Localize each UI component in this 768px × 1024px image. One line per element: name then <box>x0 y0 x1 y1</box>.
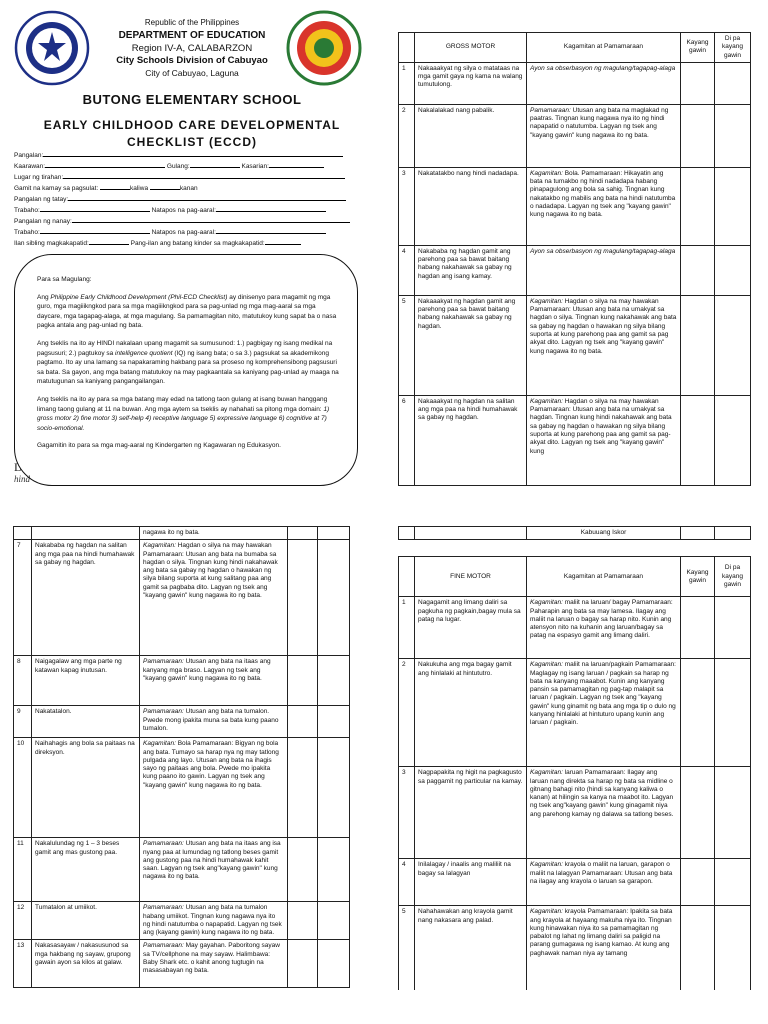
procedure-text: Hagdan o silya na may hawakan Pamamaraan: Utusan ang bata na umakyat sa hagdan. Tingnan kung hindi nakahawak ang bata sa gabay ng hagdan o hawakan ng silya bilang suporta at kung parehong paa ang gamit sa pag-akyat dito. Lagyan ng tsek ang "kayang gawin" kung <box>530 397 672 455</box>
materials-procedure <box>527 859 681 906</box>
item-number: 8 <box>14 656 32 706</box>
table-row <box>399 597 751 659</box>
trabaho1-field[interactable] <box>40 205 150 212</box>
fine-motor-rows <box>399 597 751 990</box>
procedure-text: Hagdan o silya na may hawakan Pamamaraan: Utusan ang bata na bumaba sa hagdan o silya. Tingnan kung hindi nakahawak ang bata sa gabay ng hagdan o hawakan ng silya bilang suporta at kung salitang paa ang gamit sa pagbaba dito. Lagyan ng tsek ang "kayang gawin" kung nagawa ito ng bata. <box>143 542 278 600</box>
continued-text: nagawa ito ng bata. <box>140 527 288 540</box>
pangilan-field[interactable] <box>265 238 301 245</box>
table-row <box>399 906 751 990</box>
gross-motor-cont-rows <box>14 527 350 988</box>
form-tatay: Pangalan ng tatay: <box>14 194 346 203</box>
gulang-field[interactable] <box>190 161 240 168</box>
di-pa-kayang-cell[interactable] <box>318 706 350 738</box>
item-number: 7 <box>14 540 32 656</box>
item-number: 10 <box>14 738 32 838</box>
table-row <box>399 167 751 245</box>
di-pa-kayang-cell[interactable] <box>715 245 751 295</box>
di-pa-kayang-cell[interactable] <box>715 295 751 395</box>
di-pa-kayang-cell[interactable] <box>715 395 751 485</box>
procedure-text: maliit na laruan/ bagay Pamamaraan: Paharapin ang bata sa may lamesa. Ilagay ang maliit na laruan o bagay sa harap nito. Kunin ang atensyon nito na kuhanin ang laruan/bagay sa patag na espasyo gamit ang limang daliri. <box>530 599 673 640</box>
notice-paragraph-1: Ang Philippine Early Childhood Development (Phil-ECD Checklist) ay dinisenyo para magamit ng mga guro, mga magiiikngkod para sa mga magiiikngkod para sa pag-unlad ng mga mag-aaral sa mga daycare, mga tagapag-alaga, at mga magulang. Sa pamamagitan nito, matutukoy kung sapat ba o nasa pagka antala ang pag-unlad ng bata. <box>37 293 337 330</box>
procedure-label: Pamamaraan: <box>143 942 184 950</box>
kayang-gawin-cell[interactable] <box>288 540 318 656</box>
notice-paragraph-4: Gagamitin ito para sa mga mag-aaral ng Kindergarten ng Kagawaran ng Edukasyon. <box>37 442 281 450</box>
skill-description: Nahahawakan ang krayola gamit nang nakasara ang palad. <box>415 906 527 990</box>
table-row <box>399 767 751 859</box>
form-trabaho1: Trabaho: Natapos na pag-aaral: <box>14 205 326 214</box>
kayang-gawin-cell[interactable] <box>681 767 715 859</box>
table-row <box>14 706 350 738</box>
procedure-label: Kagamitan: <box>143 542 176 550</box>
table-header <box>399 557 751 597</box>
parent-notice-box <box>14 254 358 486</box>
skill-description: Nakaaakyat ng silya o matataas na mga gamit gaya ng kama na walang tumutulong. <box>415 62 527 104</box>
score-dipa-cell[interactable] <box>715 527 751 540</box>
tatay-field[interactable] <box>68 194 346 201</box>
materials-procedure <box>527 395 681 485</box>
col-di-pa-kayang: Di pa kayang gawin <box>715 33 751 63</box>
di-pa-kayang-cell[interactable] <box>715 767 751 859</box>
col-fine-motor: FINE MOTOR <box>415 557 527 597</box>
skill-description: Nagagamit ang limang daliri sa pagkuha ng pagkain,bagay mula sa patag na lugar. <box>415 597 527 659</box>
materials-procedure <box>527 906 681 990</box>
di-pa-kayang-cell[interactable] <box>715 859 751 906</box>
table-row <box>399 659 751 767</box>
materials-procedure <box>527 104 681 167</box>
table-row <box>14 902 350 940</box>
table-row <box>399 245 751 295</box>
di-pa-kayang-cell[interactable] <box>715 659 751 767</box>
table-row <box>14 656 350 706</box>
form-lugar: Lugar ng tirahan: <box>14 172 345 181</box>
lugar-field[interactable] <box>63 172 345 179</box>
procedure-label: Kagamitan: <box>530 908 563 916</box>
item-number: 13 <box>14 940 32 988</box>
procedure-label: Kagamitan: <box>530 769 563 777</box>
kayang-gawin-cell[interactable] <box>681 859 715 906</box>
score-row <box>399 527 751 540</box>
notice-paragraph-3: Ang tseklis na ito ay para sa mga batang may edad na tatlong taon gulang at isang buwan hanggang limang taong gulang at 11 na buwan. Ang mga aytem sa tseklis ay nahahati sa pitong mga domain: 1) gross motor 2) fine motor 3) self-help 4) receptive language 5) expressive language 6) cognitive at 7) socio-emotional. <box>37 395 330 432</box>
skill-description: Nakaaakyat ng hagdan gamit ang parehong paa sa bawat baitang habang nakahawak sa gabay ng hagdan. <box>415 295 527 395</box>
di-pa-kayang-cell[interactable] <box>318 940 350 988</box>
deped-seal-icon <box>14 10 90 86</box>
natapos1-field[interactable] <box>216 205 326 212</box>
city-line: City of Cabuyao, Laguna <box>145 68 239 78</box>
item-number: 6 <box>399 395 415 485</box>
procedure-text: Hagdan o silya na may hawakan Pamamaraan: Utusan ang bata na umakyat sa hagdan o silya. Tingnan kung nakahawak ang bata sa gabay ng hagdan o hawakan ng silya bilang suporta at kung parehong paa ang gamit sa pag akyat dito. Lagyan ng tsek ang "kayang gawin" kung nagawa ito ng bata. <box>530 297 677 355</box>
division-seal-icon <box>286 10 362 86</box>
score-table <box>398 526 751 540</box>
table-row <box>14 838 350 902</box>
procedure-text: Utusan ang bata na tumalon habang umiikot. Tingnan kung nagawa nya ito ng hindi natutumba o napapatid. Lagyan ng tsek ang (kayang gawin) kung nagawa ito ng bata. <box>143 904 282 937</box>
procedure-label: Kagamitan: <box>530 599 563 607</box>
materials-procedure <box>527 659 681 767</box>
item-number: 1 <box>399 62 415 104</box>
procedure-text: Bola. Pamamaraan: Hikayatin ang bata na tumakbo ng hindi nadadapa habang pinapagulong ang bola sa sahig. Tingnan kung nakatakbo ng mabilis ang bata na hindi natutumba o nadadapa. Lagyan ng tsek ang "kayang gawin" kung nagawa ito ng bata. <box>530 169 676 219</box>
kasarian-field[interactable] <box>269 161 324 168</box>
skill-description: Nakalalakad nang pabalik. <box>415 104 527 167</box>
gross-motor-panel <box>398 32 753 489</box>
materials-procedure <box>527 597 681 659</box>
kayang-gawin-cell[interactable] <box>288 738 318 838</box>
procedure-text: krayola Pamamaraan: Ipakita sa bata ang krayola at hayaang makuha niya ito. Tingnan kung hinawakan niya ito sa pamamagitan ng pabalot ng lahat ng limang daliri sa paligid na parang gumagawa ng isang kamao. At kung ang paghawak naman niya ay tamang <box>530 908 673 957</box>
form-pangalan: Pangalan: <box>14 150 343 159</box>
kayang-gawin-cell[interactable] <box>681 167 715 245</box>
pangalan-field[interactable] <box>43 150 343 157</box>
checklist-title: EARLY CHILDHOOD CARE DEVELOPMENTAL CHECKLIST (ECCD) <box>43 118 341 149</box>
table-row <box>399 104 751 167</box>
table-row <box>399 295 751 395</box>
notice-greeting: Para sa Magulang: <box>37 276 92 283</box>
item-number: 3 <box>399 767 415 859</box>
item-number: 9 <box>14 706 32 738</box>
kayang-gawin-cell[interactable] <box>681 245 715 295</box>
procedure-label: Pamamaraan: <box>143 708 184 716</box>
table-row <box>14 527 350 540</box>
skill-description: Nakatatakbo nang hindi nadadapa. <box>415 167 527 245</box>
natapos2-field[interactable] <box>216 227 326 234</box>
procedure-text: Ayon sa obserbasyon ng magulang/tagapag-alaga <box>530 247 676 255</box>
skill-description: Nakababa ng hagdan na salitan ang mga paa na hindi humahawak sa gabay ng hagdan. <box>32 540 140 656</box>
fine-motor-table <box>398 556 751 990</box>
kayang-gawin-cell[interactable] <box>681 295 715 395</box>
procedure-text: May gayahan. Paboritong sayaw sa TV/cellphone na may sayaw. Halimbawa: Baby Shark etc. o kahit anong tugtugin na masasabayan ng bata. <box>143 942 280 975</box>
gross-motor-cont-table <box>13 526 350 988</box>
procedure-label: Kagamitan: <box>530 169 563 177</box>
materials-procedure <box>140 706 288 738</box>
procedure-label: Kagamitan: <box>530 861 563 869</box>
notice-paragraph-2: Ang tseklis na ito ay HINDI nakalaan upang magamit sa sumusunod: 1.) pagbigay ng isang medikal na pagsusuri; 2.) pagtukoy sa intelligence quotient (IQ) ng isang bata; o sa 3.) pagsukat sa akademikong pagtamo. Ito ay una lamang sa napakaraming hakbang para sa proseso ng komprehensibong pagsusuri sa bata. Sa gayon, ang mga batang matutukoy na may pagkaantala sa kaniyang pag-unlad ay maaga na matutugunan sa kaniyang pangangailangan. <box>37 339 339 386</box>
cover-panel <box>0 0 384 505</box>
table-row <box>399 395 751 485</box>
di-pa-kayang-cell[interactable] <box>715 167 751 245</box>
gross-motor-rows <box>399 62 751 485</box>
trabaho2-field[interactable] <box>40 227 150 234</box>
procedure-text: Ayon sa obserbasyon ng magulang/tagapag-alaga <box>530 64 676 72</box>
procedure-text: maliit na laruan/pagkain Pamamaraan: Maglagay ng isang laruan / pagkain sa harap ng bata na kanyang maaabot. Kunin ang kanyang pansin sa pamamagitan ng pag-tap malapit sa laruan / pagkain. Lagyan ng tsek ang "kayang gawin" kung ginamit ng bata ang mga tip o dulo ng kanyang hinlalaki at hintuturo upang kunin ang laruan / pagkain. <box>530 661 676 727</box>
skill-description: Nakatatalon. <box>32 706 140 738</box>
form-nanay: Pangalan ng nanay: <box>14 216 350 225</box>
region-line: Region IV-A, CALABARZON <box>131 43 253 54</box>
kayang-gawin-cell[interactable] <box>681 62 715 104</box>
item-number: 2 <box>399 659 415 767</box>
procedure-text: krayola o maliit na laruan, garapon o maliit na lalagyan Pamamaraan: Utusan ang bata na ilagay ang krayola o laruan sa garapon. <box>530 861 673 885</box>
di-pa-kayang-cell[interactable] <box>318 738 350 838</box>
school-name: BUTONG ELEMENTARY SCHOOL <box>82 92 302 107</box>
score-kaya-cell[interactable] <box>681 527 715 540</box>
kayang-gawin-cell[interactable] <box>681 597 715 659</box>
table-row <box>14 940 350 988</box>
kabuuang-iskor-label: Kabuuang Iskor <box>527 527 681 540</box>
procedure-label: Pamamaraan: <box>530 106 571 114</box>
procedure-text: Utusan ang bata na itaas ang kanyang mga braso. Lagyan ng tsek ang "kayang gawin" kung nagawa ito ng bata. <box>143 658 271 682</box>
item-number: 11 <box>14 838 32 902</box>
procedure-label: Kagamitan: <box>530 661 563 669</box>
division-line: City Schools Division of Cabuyao <box>116 55 268 66</box>
col-gross-motor: GROSS MOTOR <box>415 33 527 63</box>
di-pa-kayang-cell[interactable] <box>715 104 751 167</box>
materials-procedure <box>140 940 288 988</box>
skill-description: Naigagalaw ang mga parte ng katawan kapag inutusan. <box>32 656 140 706</box>
materials-procedure <box>140 902 288 940</box>
procedure-text: Utusan ang bata na itaas ang isa nyang paa at lumundag ng tatlong beses gamit ang gustong paa na hindi humahawak kahit saan. Lagyan ng tsek ang"kayang gawin" kung nagawa ito ng bata. <box>143 840 281 881</box>
item-number: 5 <box>399 295 415 395</box>
skill-description: Inilalagay / inaalis ang maliliit na bagay sa lalagyan <box>415 859 527 906</box>
col-kayang-gawin: Kayang gawin <box>681 33 715 63</box>
skill-description: Nakasasayaw / nakasusunod sa mga hakbang ng sayaw, grupong gawain ayon sa kilos at galaw. <box>32 940 140 988</box>
materials-procedure <box>140 540 288 656</box>
form-gamit: Gamit na kamay sa pagsulat: kaliwa kanan <box>14 185 198 192</box>
procedure-label: Pamamaraan: <box>143 840 184 848</box>
procedure-text: Utusan ang bata na tumalon. Pwede mong ipakita muna sa bata kung paano tumalon. <box>143 708 279 732</box>
kayang-gawin-cell[interactable] <box>288 902 318 940</box>
item-number: 4 <box>399 245 415 295</box>
di-pa-kayang-cell[interactable] <box>318 902 350 940</box>
table-row <box>14 540 350 656</box>
procedure-text: Utusan ang bata na maglakad ng paatras. Tingnan kung nagawa nya ito ng hindi napapatid o natutumba. Lagyan ng tsek ang "kayang gawin" kung nagawa ito ng bata. <box>530 106 669 139</box>
item-number: 2 <box>399 104 415 167</box>
kayang-gawin-cell[interactable] <box>288 940 318 988</box>
procedure-label: Kagamitan: <box>530 297 563 305</box>
skill-description: Naihahagis ang bola sa paitaas na direksyon. <box>32 738 140 838</box>
di-pa-kayang-cell[interactable] <box>318 527 350 540</box>
di-pa-kayang-cell[interactable] <box>715 597 751 659</box>
table-row <box>14 738 350 838</box>
kayang-gawin-cell[interactable] <box>288 527 318 540</box>
materials-procedure <box>140 656 288 706</box>
col-di-pa-kayang: Di pa kayang gawin <box>715 557 751 597</box>
ilan-field[interactable] <box>89 238 129 245</box>
materials-procedure <box>527 245 681 295</box>
col-kagamitan: Kagamitan at Pamamaraan <box>527 33 681 63</box>
department-line: DEPARTMENT OF EDUCATION <box>118 30 266 41</box>
form-trabaho2: Trabaho: Natapos na pag-aaral: <box>14 227 326 236</box>
background-text: L <box>14 460 22 474</box>
di-pa-kayang-cell[interactable] <box>318 838 350 902</box>
gross-motor-cont-panel <box>13 526 351 990</box>
item-number: 1 <box>399 597 415 659</box>
materials-procedure <box>527 767 681 859</box>
item-number: 5 <box>399 906 415 990</box>
table-header <box>399 33 751 63</box>
item-number: 4 <box>399 859 415 906</box>
kaliwa-field[interactable] <box>100 183 130 190</box>
kayang-gawin-cell[interactable] <box>681 906 715 990</box>
kayang-gawin-cell[interactable] <box>288 706 318 738</box>
background-text: hind <box>14 474 31 484</box>
materials-procedure <box>527 295 681 395</box>
skill-description: Nakababa ng hagdan gamit ang parehong paa sa bawat baitang habang nakahawak sa gabay ng hagdan ang isang kamay. <box>415 245 527 295</box>
materials-procedure <box>527 62 681 104</box>
kayang-gawin-cell[interactable] <box>681 659 715 767</box>
skill-description: Nakalulundag ng 1 – 3 beses gamit ang mas gustong paa. <box>32 838 140 902</box>
col-kagamitan: Kagamitan at Pamamaraan <box>527 557 681 597</box>
materials-procedure <box>140 838 288 902</box>
kayang-gawin-cell[interactable] <box>681 395 715 485</box>
table-row <box>399 859 751 906</box>
table-row <box>399 62 751 104</box>
form-kaarawan: Kaarawan: Gulang: Kasarian: <box>14 161 324 170</box>
procedure-label: Kagamitan: <box>530 397 563 405</box>
kanan-field[interactable] <box>150 183 180 190</box>
item-number: 3 <box>399 167 415 245</box>
procedure-label: Pamamaraan: <box>143 904 184 912</box>
materials-procedure <box>527 167 681 245</box>
fine-motor-panel <box>398 526 753 990</box>
skill-description: Nakukuha ang mga bagay gamit ang hinlalaki at hintututro. <box>415 659 527 767</box>
kayang-gawin-cell[interactable] <box>681 104 715 167</box>
procedure-label: Pamamaraan: <box>143 658 184 666</box>
gross-motor-table <box>398 32 751 486</box>
skill-description: Nagpapakita ng higit na pagkagusto sa paggamit ng particular na kamay. <box>415 767 527 859</box>
nanay-field[interactable] <box>72 216 350 223</box>
di-pa-kayang-cell[interactable] <box>318 656 350 706</box>
kaarawan-field[interactable] <box>45 161 165 168</box>
republic-line: Republic of the Philippines <box>144 18 240 27</box>
procedure-label: Kagamitan: <box>143 740 176 748</box>
item-number: 12 <box>14 902 32 940</box>
kayang-gawin-cell[interactable] <box>288 838 318 902</box>
skill-description: Tumatalon at umiikot. <box>32 902 140 940</box>
form-ilan: Ilan sibling magkakapatid: Pang-ilan ang batang kinder sa magkakapatid: <box>14 238 301 247</box>
kayang-gawin-cell[interactable] <box>288 656 318 706</box>
materials-procedure <box>140 738 288 838</box>
di-pa-kayang-cell[interactable] <box>715 62 751 104</box>
col-kayang-gawin: Kayang gawin <box>681 557 715 597</box>
di-pa-kayang-cell[interactable] <box>715 906 751 990</box>
skill-description: Nakaaakyat ng hagdan na salitan ang mga paa na hindi humahawak sa gabay ng hagdan. <box>415 395 527 485</box>
procedure-text: laruan Pamamaraan: Ilagay ang laruan nang direkta sa harap ng bata sa midline o gitnang bahagi nito (hindi sa kanyang kaliwa o kanan) at hilingin sa kanya na maabot ito. Lagyan ng tsek ang"kayang gawin" kung ginagamit niya ang parehong kamay ng dalawa sa tatlong beses. <box>530 769 674 818</box>
procedure-text: Bola Pamamaraan: Bigyan ng bola ang bata. Tumayo sa harap nya ng may tatlong pulgada ang layo. Utusan ang bata na ihagis sayo ng paitaas ang bola. Pwede mo ipakita kung paano ito gawin. Lagyan ng tsek ang "kayang gawin" kung nagawa ito ng bata. <box>143 740 279 789</box>
di-pa-kayang-cell[interactable] <box>318 540 350 656</box>
